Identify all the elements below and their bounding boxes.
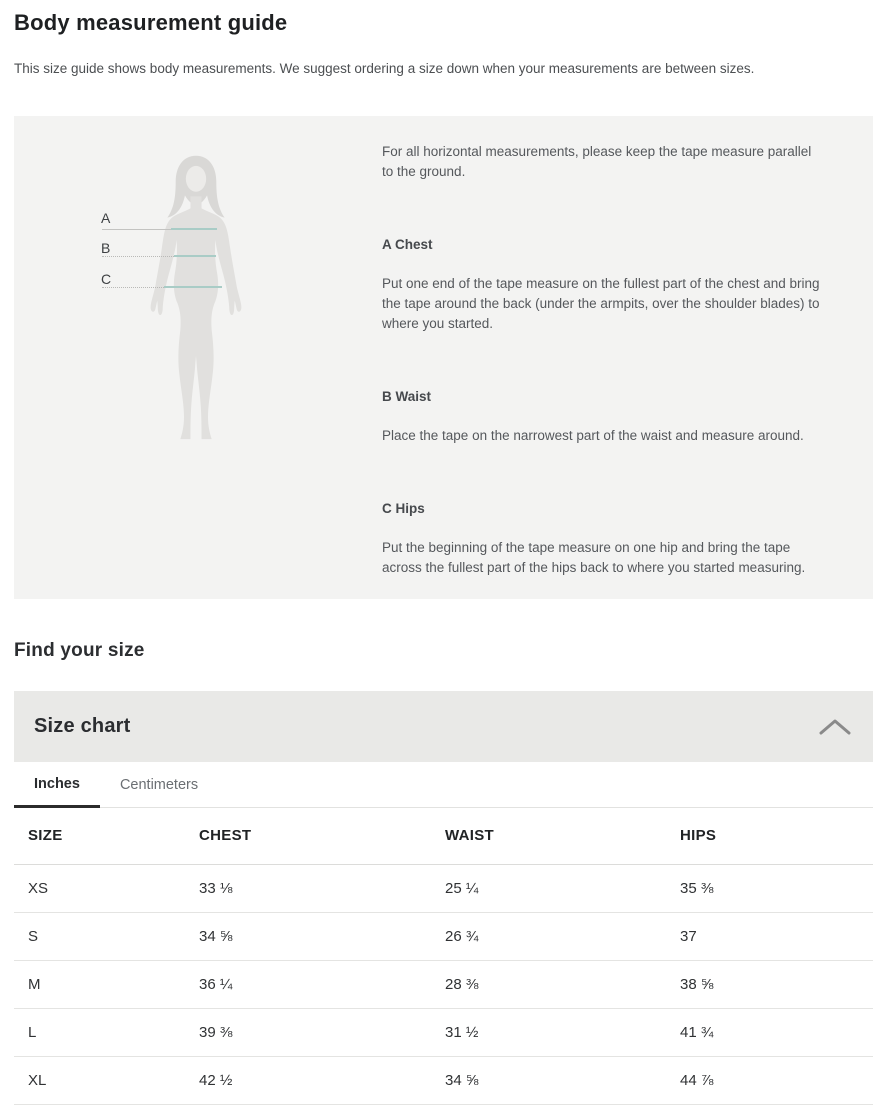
cell-waist: 28 ⅜	[445, 960, 680, 1008]
guide-section-waist	[382, 388, 823, 446]
guide-text-column	[382, 116, 873, 599]
cell-size: XL	[14, 1056, 199, 1104]
table-header-row	[14, 808, 873, 864]
cell-hips: 44 ⅞	[680, 1056, 873, 1104]
measurement-line-a	[102, 228, 217, 230]
table-row-l	[14, 1008, 873, 1056]
cell-size: L	[14, 1008, 199, 1056]
measurement-label-b: B	[101, 240, 111, 256]
size-chart-title: Size chart	[34, 715, 131, 737]
unit-tabs	[14, 762, 873, 808]
measurement-line-c	[102, 286, 222, 288]
cell-hips: 35 ⅜	[680, 864, 873, 912]
page-title: Body measurement guide	[14, 10, 288, 35]
section-body-waist: Place the tape on the narrowest part of the waist and measure around.	[382, 428, 804, 443]
cell-chest: 34 ⅝	[199, 912, 445, 960]
measurement-guide-panel	[14, 116, 873, 599]
section-heading-waist: B Waist	[382, 389, 432, 404]
body-silhouette-figure	[136, 149, 256, 456]
cell-waist: 25 ¼	[445, 864, 680, 912]
column-header-waist: WAIST	[445, 808, 680, 864]
section-body-chest: Put one end of the tape measure on the fullest part of the chest and bring the tape around the back (under the armpits, over the shoulder blades) to where you started.	[382, 276, 820, 331]
tab-inches[interactable]: Inches	[14, 762, 100, 808]
cell-waist: 26 ¾	[445, 912, 680, 960]
table-row-xs	[14, 864, 873, 912]
measurement-label-a: A	[101, 210, 111, 226]
cell-hips: 37	[680, 912, 873, 960]
measurement-line-b	[102, 255, 216, 257]
body-shape	[151, 196, 242, 439]
cell-waist: 31 ½	[445, 1008, 680, 1056]
cell-hips: 41 ¾	[680, 1008, 873, 1056]
find-size-heading: Find your size	[14, 640, 145, 661]
guide-intro: For all horizontal measurements, please keep the tape measure parallel to the ground.	[382, 144, 812, 179]
column-header-chest: CHEST	[199, 808, 445, 864]
measurement-label-c: C	[101, 271, 112, 287]
chevron-up-icon	[818, 718, 852, 736]
cell-chest: 39 ⅜	[199, 1008, 445, 1056]
table-row-s	[14, 912, 873, 960]
section-heading-hips: C Hips	[382, 501, 425, 516]
table-row-m	[14, 960, 873, 1008]
cell-chest: 36 ¼	[199, 960, 445, 1008]
size-table	[14, 808, 873, 1105]
column-header-hips: HIPS	[680, 808, 873, 864]
table-row-xl	[14, 1056, 873, 1104]
page-subtitle: This size guide shows body measurements. We suggest ordering a size down when your measurements are between sizes.	[14, 61, 755, 76]
cell-hips: 38 ⅝	[680, 960, 873, 1008]
face-shape	[186, 166, 206, 192]
cell-size: M	[14, 960, 199, 1008]
column-header-size: SIZE	[14, 808, 199, 864]
cell-size: S	[14, 912, 199, 960]
cell-size: XS	[14, 864, 199, 912]
tab-centimeters[interactable]: Centimeters	[119, 777, 199, 793]
section-body-hips: Put the beginning of the tape measure on one hip and bring the tape across the fullest part of the hips back to where you started measuring.	[382, 540, 806, 575]
cell-chest: 42 ½	[199, 1056, 445, 1104]
size-chart-accordion-header[interactable]	[14, 691, 873, 762]
cell-waist: 34 ⅝	[445, 1056, 680, 1104]
guide-section-hips	[382, 500, 823, 578]
guide-section-chest	[382, 236, 823, 334]
cell-chest: 33 ⅛	[199, 864, 445, 912]
figure-area	[14, 116, 382, 599]
section-heading-chest: A Chest	[382, 237, 433, 252]
